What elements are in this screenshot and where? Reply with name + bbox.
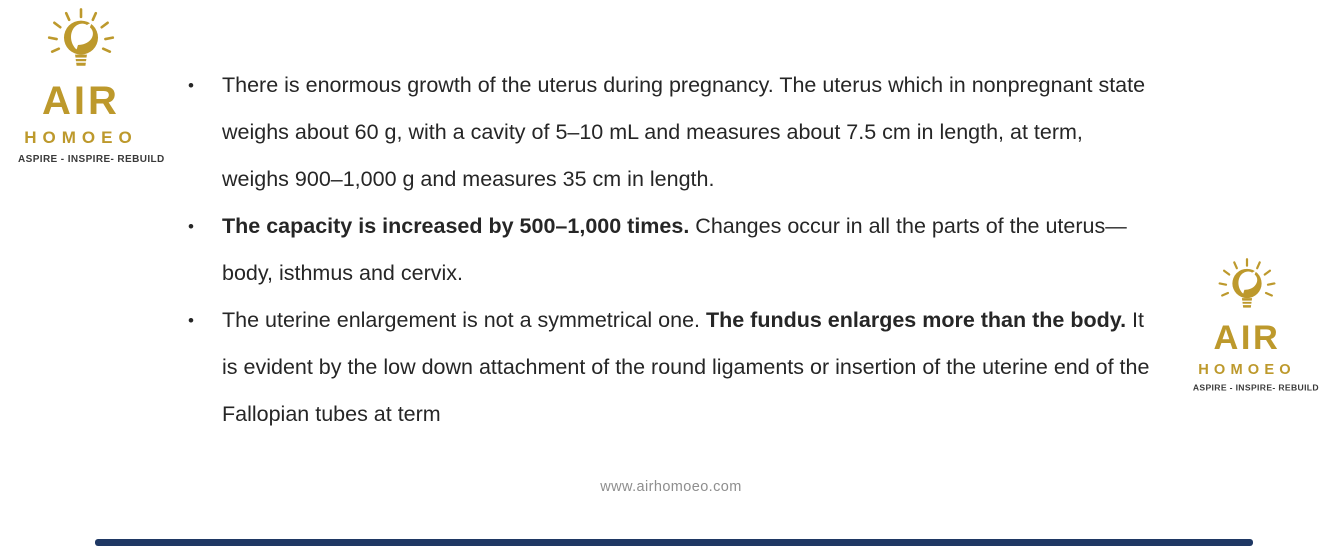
bullet-text: The capacity is increased by 500–1,000 times. Changes occur in all the parts of the uterus—body, isthmus and cervix. — [222, 214, 1127, 285]
bullet-icon: • — [188, 217, 194, 236]
logo-tagline: ASPIRE - INSPIRE- REBUILD — [18, 154, 165, 165]
logo-wordmark: AIR — [42, 79, 120, 123]
logo-top-left — [18, 8, 165, 165]
logo-middle-right — [1192, 258, 1319, 394]
bottom-accent-bar — [95, 539, 1253, 546]
bullet-icon: • — [188, 76, 194, 95]
bullet-list — [188, 62, 1153, 438]
logo-wordmark: AIR — [1213, 319, 1281, 357]
bullet-item — [188, 62, 1153, 203]
bullet-text: There is enormous growth of the uterus during pregnancy. The uterus which in nonpregnant state weighs about 60 g, with a cavity of 5–10 mL and measures about 7.5 cm in length, at term, weighs 900–1,000 g and measures 35 cm in length. — [222, 73, 1146, 191]
bullet-text: The uterine enlargement is not a symmetrical one. The fundus enlarges more than the body. It is evident by the low down attachment of the round ligaments or insertion of the uterine end of the Fallopian tubes at term — [222, 308, 1150, 426]
slide-body — [188, 62, 1153, 438]
bullet-icon: • — [188, 311, 194, 330]
logo-tagline: ASPIRE - INSPIRE- REBUILD — [1192, 383, 1319, 394]
logo-subname: HOMOEO — [24, 128, 138, 147]
lightbulb-dove-icon — [44, 8, 118, 79]
footer-website-url: www.airhomoeo.com — [600, 479, 742, 495]
logo-subname: HOMOEO — [1198, 361, 1296, 378]
bullet-item — [188, 203, 1153, 297]
bullet-item — [188, 297, 1153, 438]
lightbulb-dove-icon — [1215, 258, 1279, 319]
